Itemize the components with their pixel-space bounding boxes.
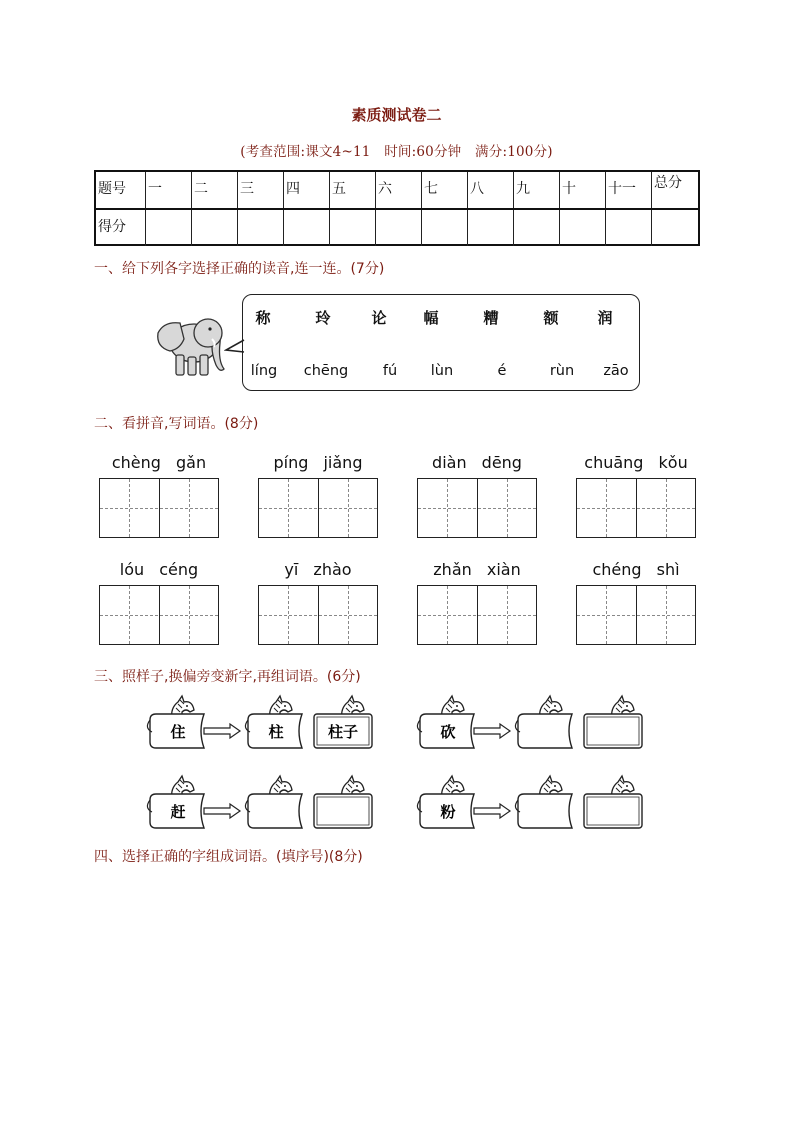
pinyin-word: chèng gǎn	[111, 453, 207, 472]
pinyin-6[interactable]: zāo	[603, 363, 629, 379]
source-char: 粉	[440, 803, 456, 821]
writing-grid[interactable]	[417, 478, 537, 538]
score-header-cell: 一	[146, 172, 192, 208]
pinyin-1[interactable]: chēng	[303, 363, 349, 379]
pinyin-word: yī zhào	[284, 560, 352, 579]
section-3-heading: 三、照样子,换偏旁变新字,再组词语。(6分)	[94, 669, 361, 685]
arrow-icon	[204, 724, 240, 738]
writing-grid[interactable]	[417, 585, 537, 645]
pinyin-3[interactable]: lùn	[430, 363, 454, 379]
char-3[interactable]: 幅	[423, 309, 439, 327]
score-input-cell[interactable]	[514, 210, 560, 246]
new-char-card[interactable]	[515, 794, 572, 828]
section-4-heading: 四、选择正确的字组成词语。(填序号)(8分)	[94, 849, 363, 865]
word-answer-box[interactable]	[314, 794, 372, 828]
score-header-row	[96, 172, 698, 208]
score-header-cell: 八	[468, 172, 514, 208]
word-answer-box[interactable]	[584, 794, 642, 828]
word-answer: 柱子	[327, 723, 359, 741]
arrow-icon	[474, 804, 510, 818]
source-char: 砍	[440, 723, 456, 741]
pinyin-2[interactable]: fú	[382, 363, 398, 379]
score-value-row	[96, 210, 698, 246]
page-title: 素质测试卷二	[351, 106, 442, 124]
char-1[interactable]: 玲	[315, 309, 331, 327]
pinyin-word: diàn dēng	[432, 453, 522, 472]
pinyin-word: chéng shì	[592, 560, 680, 579]
pinyin-word: píng jiǎng	[273, 453, 363, 472]
writing-grid[interactable]	[576, 478, 696, 538]
char-4[interactable]: 糟	[483, 309, 499, 327]
pinyin-word: lóu céng	[119, 560, 199, 579]
score-header-cell: 四	[284, 172, 330, 208]
score-input-cell[interactable]	[146, 210, 192, 246]
score-input-cell[interactable]	[376, 210, 422, 246]
new-char: 柱	[268, 723, 284, 741]
score-input-cell[interactable]	[192, 210, 238, 246]
exam-scope: (考查范围:课文4~11 时间:60分钟 满分:100分)	[240, 144, 553, 160]
pinyin-match-bubble	[242, 294, 640, 391]
char-0[interactable]: 称	[255, 309, 271, 327]
score-header-cell: 十	[560, 172, 606, 208]
score-input-cell[interactable]	[422, 210, 468, 246]
char-2[interactable]: 论	[371, 309, 387, 327]
score-header-cell: 十一	[606, 172, 652, 208]
writing-grid[interactable]	[258, 478, 378, 538]
pinyin-word: zhǎn xiàn	[433, 560, 521, 579]
pinyin-word: chuāng kǒu	[584, 453, 688, 472]
score-header-cell: 六	[376, 172, 422, 208]
score-input-cell[interactable]	[238, 210, 284, 246]
char-6[interactable]: 润	[597, 309, 613, 327]
score-input-cell[interactable]	[284, 210, 330, 246]
pinyin-5[interactable]: rùn	[549, 363, 575, 379]
section-2-heading: 二、看拼音,写词语。(8分)	[94, 416, 259, 432]
section-1-heading: 一、给下列各字选择正确的读音,连一连。(7分)	[94, 261, 385, 277]
score-header-cell: 五	[330, 172, 376, 208]
pinyin-4[interactable]: é	[497, 363, 507, 379]
score-input-cell[interactable]	[606, 210, 652, 246]
char-5[interactable]: 额	[543, 309, 559, 327]
score-row-label: 得分	[96, 210, 146, 246]
arrow-icon	[204, 804, 240, 818]
arrow-icon	[474, 724, 510, 738]
score-header-cell: 总分	[654, 175, 682, 191]
elephant-icon	[150, 303, 230, 383]
new-char-card[interactable]	[515, 714, 572, 748]
score-header-cell: 七	[422, 172, 468, 208]
score-table	[94, 170, 700, 246]
score-header-cell: 三	[238, 172, 284, 208]
writing-grid[interactable]	[576, 585, 696, 645]
score-header-cell: 题号	[96, 172, 146, 208]
radical-swap-exercise	[140, 690, 670, 840]
writing-grid[interactable]	[258, 585, 378, 645]
writing-grid[interactable]	[99, 585, 219, 645]
score-input-cell[interactable]	[560, 210, 606, 246]
source-char: 住	[170, 723, 186, 741]
score-header-cell: 二	[192, 172, 238, 208]
writing-grid[interactable]	[99, 478, 219, 538]
source-char: 赶	[170, 803, 186, 821]
score-input-cell[interactable]	[330, 210, 376, 246]
score-input-cell[interactable]	[652, 210, 698, 246]
new-char-card[interactable]	[245, 794, 302, 828]
score-header-cell: 九	[514, 172, 560, 208]
score-input-cell[interactable]	[468, 210, 514, 246]
word-answer-box[interactable]	[584, 714, 642, 748]
pinyin-0[interactable]: líng	[250, 363, 278, 379]
